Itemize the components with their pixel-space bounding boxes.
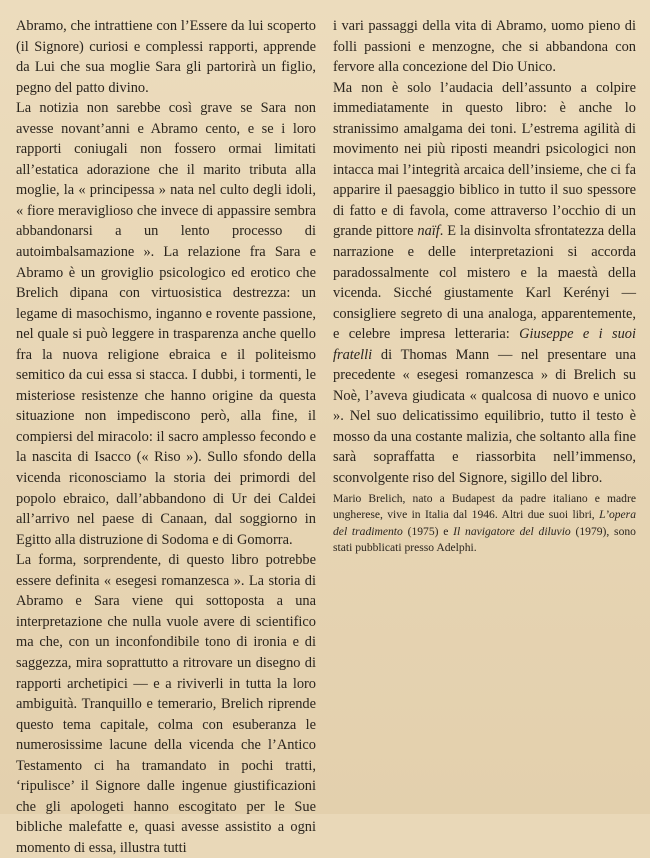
paragraph-1: Abramo, che intrattiene con l’Essere da lui scoperto (il Signore) curiosi e complessi rapporti, apprende da Lui che sua moglie Sara gli partorirà un figlio, pegno del patto divino. xyxy=(16,18,316,96)
bio-text-c: (1979), sono stati pubblicati presso Adelphi. xyxy=(333,524,636,554)
mann-book-title: Giuseppe e i suoi fratelli xyxy=(333,326,636,363)
naif-term: naïf xyxy=(417,223,440,240)
paragraph-4-text-a: Ma non è solo l’audacia dell’assunto a colpire immediatamente in questo libro: è anche lo stranissimo amalgama dei toni. L’estrema agilità di movimento nei più riposti meandri psicologici non intacca mai l’integrità arcaica dell’insieme, che ci fa apparire il paesaggio biblico in tutto il suo spessore di fatto e di favola, come attraverso l’occhio di un grande pittore xyxy=(333,79,636,240)
bio-book-title-1: L’opera del tradimento xyxy=(333,508,636,538)
bio-text-b: (1975) e xyxy=(402,524,454,538)
paragraph-continued: i vari passaggi della vita di Abramo, uomo pieno di folli passioni e menzogne, che si abbandona con fervore alla concezione del Dio Unico. xyxy=(333,18,636,76)
paragraph-4-text-c: di Thomas Mann — nel presentare una precedente « esegesi romanzesca » di Brelich su Noè, l’aveva giudicata « qualcosa di nuovo e unico ». Nel suo delicatissimo equilibrio, tutto il testo è mosso da una costante malizia, che soltanto alla fine sarà sopraffatta e riassorbita nell’immenso, sconvolgente riso del Signore, sigillo del libro. xyxy=(333,346,636,487)
right-text-column xyxy=(333,16,636,489)
bio-book-title-2: Il navigatore del diluvio xyxy=(453,524,571,538)
paragraph-4-text-b: . E la disinvolta sfrontatezza della narrazione e delle interpretazioni si accorda paradossalmente col mistero e la maestà della vicenda. Sicché giustamente Karl Kerényi — consigliere segreto di una analoga, apparentemente, e celebre impresa letteraria: xyxy=(333,223,636,343)
paragraph-3: La forma, sorprendente, di questo libro potrebbe essere definita « esegesi romanzesca ». La storia di Abramo e Sara viene qui sottoposta a una interpretazione che nulla vuole avere di scientifico ma che, con un inconfondibile tono di ironia e di saggezza, mira soprattutto a ritrovare un disegno di rapporti archetipici — e a riviverli in tutta la loro ambiguità. Tranquillo e temerario, Brelich riprende questo tema capitale, colma con esuberanza le numerosissime lacune della vicenda che l’Antico Testamento ci ha tramandato in pochi tratti, ‘ripulisce’ il Signore dalle ingenue giustificazioni che gli apologeti hanno escogitato per le Sue bibliche malefatte e, quasi avesse assistito a ogni momento di essa, illustra tutti xyxy=(16,552,316,856)
paragraph-4 xyxy=(333,78,636,489)
author-bio-text xyxy=(333,491,636,556)
left-text-column xyxy=(16,16,316,858)
author-bio xyxy=(333,491,636,556)
paragraph-2: La notizia non sarebbe così grave se Sara non avesse novant’anni e Abramo cento, e se i loro rapporti coniugali non fossero ormai limitati all’estatica adorazione che il marito tributa alla moglie, la « principessa » nata nel culto degli idoli, « fiore meraviglioso che invece di appassire sembra abbandonarsi a un lento processo di autoimbalsamazione ». La relazione fra Sara e Abramo è un groviglio psicologico ed erotico che Brelich dipana con virtuosistica destrezza: un legame di masochismo, inganno e rovente passione, nel quale si può leggere in trasparenza anche quello fra la nuova religione ebraica e il politeismo semitico da cui essa si stacca. I dubbi, i tormenti, le misteriose resistenze che hanno origine da questa situazione non impediscono però, alla fine, il compiersi del miracolo: il sacro amplesso fecondo e la nascita di Isacco (« Riso »). Sullo sfondo della vicenda riconosciamo la storia dei primordi del popolo ebraico, dall’abbandono di Ur dei Caldei all’arrivo nel paese di Canaan, dal soggiorno in Egitto alla distruzione di Sodoma e di Gomorra. xyxy=(16,100,316,548)
bio-text-a: Mario Brelich, nato a Budapest da padre italiano e madre ungherese, vive in Italia dal 1946. Altri due suoi libri, xyxy=(333,492,636,522)
